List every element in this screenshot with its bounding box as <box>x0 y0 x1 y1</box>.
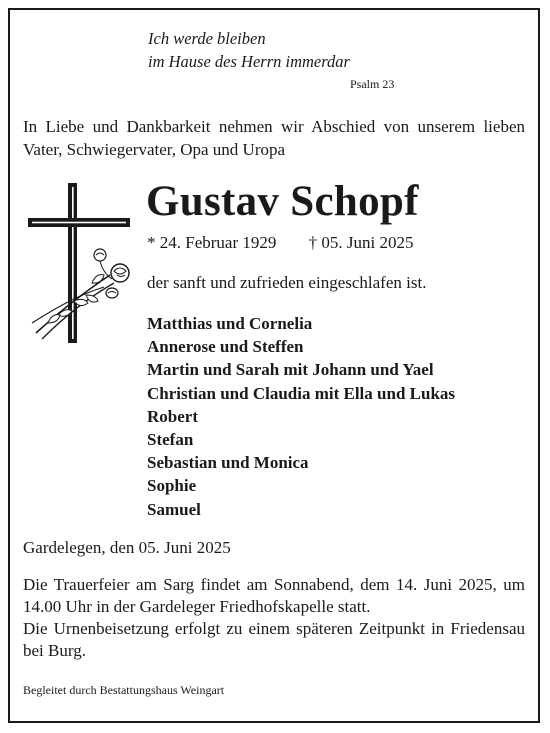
family-member: Martin und Sarah mit Johann und Yael <box>147 360 434 380</box>
undertaker-credit: Begleitet durch Bestattungshaus Weingart <box>23 683 225 697</box>
life-dates <box>147 232 413 254</box>
bible-verse <box>148 27 350 73</box>
passing-phrase: der sanft und zufrieden eingeschlafen ist. <box>147 273 427 292</box>
verse-source: Psalm 23 <box>350 77 395 91</box>
family-member: Matthias und Cornelia <box>147 314 313 333</box>
family-member: Samuel <box>147 499 201 519</box>
family-list <box>147 312 455 521</box>
urn-burial-info: Die Urnenbeisetzung erfolgt zu einem späteren Zeitpunkt in Friedensau bei Burg. <box>23 619 525 660</box>
deceased-name: Gustav Schopf <box>146 178 419 225</box>
service-details <box>23 574 525 662</box>
family-member: Robert <box>147 406 198 426</box>
verse-line-2: im Hause des Herrn immerdar <box>148 52 350 71</box>
intro-text: In Liebe und Dankbarkeit nehmen wir Abschied von unserem lieben Vater, Schwiegervater, Opa und Uropa <box>23 117 525 159</box>
family-member: Annerose und Steffen <box>147 337 304 357</box>
cross-with-rose-icon <box>28 183 136 343</box>
verse-line-1: Ich werde bleiben <box>148 29 266 48</box>
birth-date: * 24. Februar 1929 <box>147 233 277 252</box>
family-member: Sebastian und Monica <box>147 453 309 473</box>
place-and-date: Gardelegen, den 05. Juni 2025 <box>23 538 231 557</box>
family-member: Christian und Claudia mit Ella und Lukas <box>147 383 456 403</box>
family-member: Sophie <box>147 476 197 496</box>
family-member: Stefan <box>147 430 194 450</box>
death-date: † 05. Juni 2025 <box>308 233 414 252</box>
funeral-info: Die Trauerfeier am Sarg findet am Sonnabend, dem 14. Juni 2025, um 14.00 Uhr in der Gardeleger Friedhofskapelle statt. <box>23 575 525 616</box>
